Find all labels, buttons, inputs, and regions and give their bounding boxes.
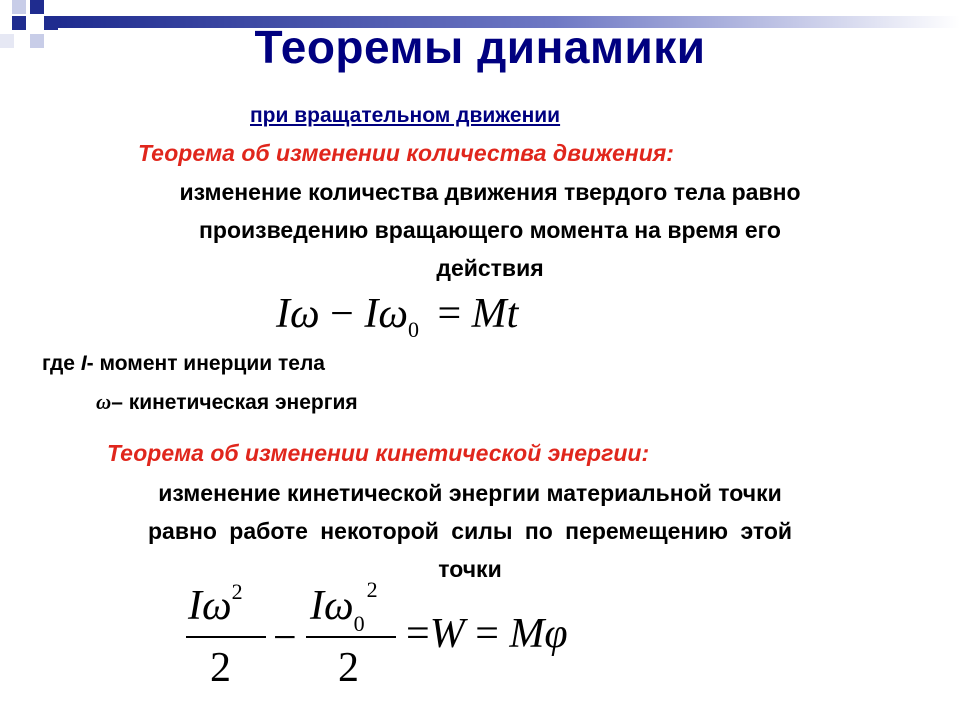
frac2-denominator: 2 (338, 645, 359, 691)
symbol-I: I (80, 352, 87, 375)
formula2-W: W (429, 611, 465, 657)
formula-minus: − (330, 291, 354, 337)
theorem2-heading: Теорема об изменении кинетической энергии: (107, 440, 650, 466)
formula2-minus: − (273, 615, 297, 661)
theorem2-line-3: точки (438, 556, 502, 582)
formula-term-Mt: Mt (471, 291, 519, 337)
frac1-exponent: 2 (231, 579, 243, 604)
formula-term-Iw0: Iω (364, 291, 408, 337)
formula-equals: = (437, 291, 462, 337)
frac2-subscript: 0 (353, 611, 365, 636)
where-prefix: где (42, 352, 75, 375)
frac1-term: Iω (188, 583, 232, 629)
theorem1-heading: Теорема об изменении количества движения: (138, 140, 674, 166)
formula-energy (180, 578, 620, 698)
formula2-equals-1: = (406, 611, 430, 657)
frac2-exponent: 2 (366, 577, 378, 602)
theorem1-line-2: произведению вращающего момента на время его (199, 217, 781, 243)
theorem1-line-3: действия (436, 255, 544, 281)
slide-title: Теоремы динамики (254, 21, 706, 73)
theorem1-line-1: изменение количества движения твердого тела равно (179, 179, 801, 205)
formula-subscript-0: 0 (407, 317, 419, 342)
where-line-omega (96, 390, 358, 415)
formula2-rhs (406, 610, 568, 658)
desc-I: - момент инерции тела (86, 352, 325, 375)
frac1-numerator (188, 579, 243, 630)
frac2-bar (306, 636, 396, 638)
slide-subtitle: при вращательном движении (250, 104, 561, 127)
frac2-term: Iω (310, 583, 354, 629)
formula-term-Iw: Iω (276, 291, 320, 337)
theorem2-line-2: равно работе некоторой силы по перемещению этой (147, 518, 793, 544)
where-line-I (42, 352, 325, 376)
square-1 (12, 0, 26, 14)
formula2-equals-2: = (475, 611, 499, 657)
frac2-numerator (310, 577, 378, 636)
desc-omega: – кинетическая энергия (111, 391, 358, 414)
formula2-Mphi: Mφ (509, 611, 568, 657)
symbol-omega: ω (96, 390, 112, 414)
frac1-bar (186, 636, 266, 638)
frac1-denominator: 2 (210, 645, 231, 691)
formula-momentum (276, 290, 519, 342)
square-2 (30, 0, 44, 14)
theorem2-line-1: изменение кинетической энергии материальной точки (158, 480, 782, 506)
